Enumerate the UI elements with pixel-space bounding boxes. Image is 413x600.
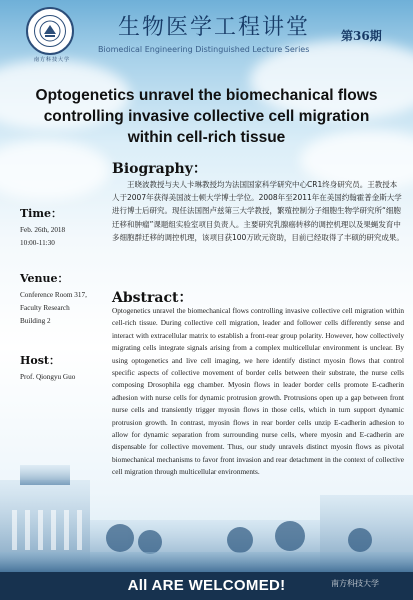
university-logo	[26, 7, 74, 55]
host-block	[20, 352, 106, 384]
lecture-title: Optogenetics unravel the biomechanical flows controlling invasive collective cell migration within cell-rich tissue	[35, 87, 378, 146]
calligraphy-signature: 南方科技大学	[331, 579, 379, 588]
time-date: Feb. 26th, 2018	[20, 226, 66, 234]
host-name: Prof. Qiongyu Guo	[20, 373, 76, 381]
abstract-text: Optogenetics unravel the biomechanical flows controlling invasive collective cell migration within cell-rich tissue. During collective cell migration, leader and follower cells differently sense and interact with extracellular matrix to establish a front-rear group polarity. However, how collectively migrating cells integrate signals arising from a complex multicellular environment is unclear. By using optogenetics and live cell imaging, we here identify distinct myosin flows that control specific aspects of collective movement of border cells between their substrate, the nurse cells composing Drosophila egg chamber. Myosin flows in leader border cells promote E-cadherin adhesion with nurse cells for dynamic protrusion growth. Protrusions open up a gap between front nurse cells and transiently trigger myosin flows in those cells, which in turn support dynamic protrusion growth. In contrast, myosin flows in rear border cells unzip E-cadherin adhesion to allow for dynamic separation from surrounding nurse cells, where myosin and E-cadherin are dispensable for collective movement. Thus, our study unravels distinct myosin flows as pivotal biomechanical mechanisms to favor front invasion and rear detachment in the context of collective cell migration through multicellular environments.	[112, 306, 404, 477]
time-label: Time：	[20, 207, 63, 220]
series-title-english: Biomedical Engineering Distinguished Lecture Series	[98, 45, 310, 54]
series-title-chinese: 生物医学工程讲堂	[118, 15, 311, 40]
welcome-banner	[0, 572, 413, 600]
background-cloud	[0, 140, 110, 200]
time-block	[20, 205, 106, 250]
poster-header	[0, 0, 413, 70]
logo-caption: 南方科技大学	[33, 57, 70, 63]
host-label: Host：	[20, 354, 61, 367]
venue-line: Conference Room 317,	[20, 291, 87, 299]
venue-line: Faculty Research	[20, 304, 70, 312]
biography-text: 王晓波教授与夫人卡琳教授均为法国国家科学研究中心CR1终身研究员。王教授本人于2007年获得美国波士顿大学博士学位。2008年至2011年在美国约翰霍普金斯大学进行博士后研究。现任法国图卢兹第三大学教授，繁殖控制分子细胞生物学研究所“细胞迁移和肿瘤”课题组实验室项目负责人。主要研究乳腺癌转移的调控机理以及果蝇发育中多细胞群迁移的调控机理，该项目获100万欧元资助，目前已经取得了丰硕的研究成果。	[112, 180, 404, 242]
biography-heading: Biography：	[112, 161, 207, 177]
welcome-text: All ARE WELCOMED!	[127, 577, 286, 594]
venue-line: Building 2	[20, 317, 51, 325]
venue-label: Venue：	[20, 272, 69, 285]
issue-number: 第36期	[341, 29, 382, 43]
venue-block	[20, 270, 106, 328]
abstract-heading: Abstract：	[112, 290, 193, 306]
time-hours: 10:00-11:30	[20, 239, 55, 247]
campus-building-illustration	[0, 440, 413, 572]
logo-emblem-icon	[34, 15, 66, 47]
